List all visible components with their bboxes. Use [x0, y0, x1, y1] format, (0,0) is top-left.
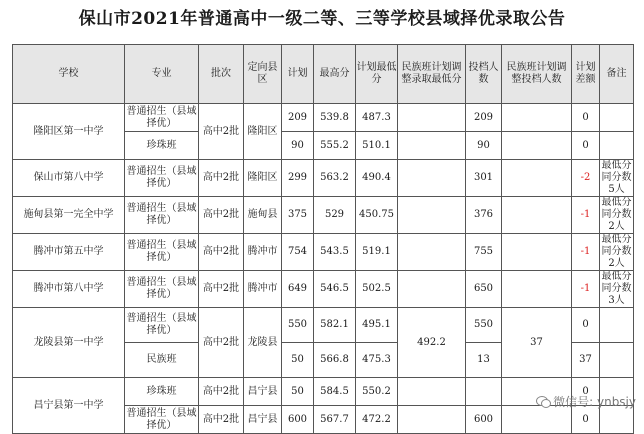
- header-batch: 批次: [199, 45, 244, 104]
- cell-min: 475.3: [356, 343, 398, 378]
- cell-note: [600, 132, 634, 160]
- header-major: 专业: [125, 45, 199, 104]
- page-title: 保山市2021年普通高中一级二等、三等学校县域择优录取公告: [78, 9, 566, 29]
- cell-min: 450.75: [356, 197, 398, 234]
- cell-plan: 754: [282, 234, 314, 271]
- header-county: 定向县区: [244, 45, 282, 104]
- header-note: 备注: [600, 45, 634, 104]
- cell-max: 563.2: [314, 160, 356, 197]
- cell-max: 566.8: [314, 343, 356, 378]
- cell-ethnic-min: [398, 197, 466, 234]
- cell-plan: 50: [282, 343, 314, 378]
- cell-county: 施甸县: [244, 197, 282, 234]
- cell-min: 502.5: [356, 271, 398, 308]
- cell-ethnic-adj: [502, 104, 572, 132]
- cell-ethnic-adj: [502, 160, 572, 197]
- cell-major: 普通招生（县域择优）: [125, 104, 199, 132]
- cell-min: 550.2: [356, 378, 398, 406]
- header-diff: 计划差额: [572, 45, 600, 104]
- cell-ethnic-adj: [502, 132, 572, 160]
- header-ethnic-min: 民族班计划调整录取最低分: [398, 45, 466, 104]
- table-row: [13, 308, 634, 343]
- cell-min: 472.2: [356, 406, 398, 434]
- cell-county: 隆阳区: [244, 160, 282, 197]
- header-applicants: 投档人数: [466, 45, 502, 104]
- cell-major: 普通招生（县域择优）: [125, 197, 199, 234]
- cell-ethnic-adj: [502, 197, 572, 234]
- cell-school: 龙陵县第一中学: [13, 308, 125, 378]
- cell-ethnic-min: 492.2: [398, 308, 466, 378]
- header-row: [13, 45, 634, 104]
- cell-major: 民族班: [125, 343, 199, 378]
- table-row: [13, 160, 634, 197]
- cell-applicants: 13: [466, 343, 502, 378]
- cell-school: 腾冲市第五中学: [13, 234, 125, 271]
- cell-ethnic-min: [398, 271, 466, 308]
- cell-note: 最低分同分数2人: [601, 234, 632, 269]
- cell-county: 龙陵县: [244, 308, 282, 378]
- cell-note: [600, 343, 634, 378]
- cell-diff: 0: [572, 378, 600, 406]
- table-row: [13, 197, 634, 234]
- cell-county: 昌宁县: [244, 406, 282, 434]
- table-row: [13, 234, 634, 271]
- header-min: 计划最低分: [356, 45, 398, 104]
- cell-diff: 0: [572, 308, 600, 343]
- cell-min: 519.1: [356, 234, 398, 271]
- header-plan: 计划: [282, 45, 314, 104]
- wechat-icon: [536, 396, 550, 407]
- cell-diff: -1: [572, 234, 600, 271]
- cell-plan: 299: [282, 160, 314, 197]
- cell-diff: -2: [572, 160, 600, 197]
- cell-diff: 37: [572, 343, 600, 378]
- cell-major: 普通招生（县域择优）: [125, 308, 199, 343]
- header-school: 学校: [13, 45, 125, 104]
- table-row: [13, 271, 634, 308]
- admission-table: [12, 44, 634, 434]
- cell-plan: 50: [282, 378, 314, 406]
- cell-max: 584.5: [314, 378, 356, 406]
- cell-note: [600, 104, 634, 132]
- cell-plan: 209: [282, 104, 314, 132]
- cell-note: 最低分同分数2人: [601, 197, 632, 232]
- cell-major: 珍珠班: [125, 378, 199, 406]
- cell-diff: 0: [572, 406, 600, 434]
- cell-batch: 高中2批: [199, 308, 244, 378]
- cell-batch: 高中2批: [199, 378, 244, 406]
- cell-school: 昌宁县第一中学: [13, 378, 125, 434]
- cell-batch: 高中2批: [199, 406, 244, 434]
- cell-plan: 550: [282, 308, 314, 343]
- cell-diff: 0: [572, 132, 600, 160]
- cell-major: 普通招生（县域择优）: [125, 406, 199, 434]
- cell-max: 546.5: [314, 271, 356, 308]
- cell-ethnic-adj: [502, 234, 572, 271]
- cell-plan: 600: [282, 406, 314, 434]
- cell-applicants: 209: [466, 104, 502, 132]
- cell-school: 施甸县第一完全中学: [13, 197, 125, 234]
- table-row: [13, 104, 634, 132]
- cell-ethnic-min: [398, 104, 466, 132]
- cell-applicants: 755: [466, 234, 502, 271]
- cell-diff: 0: [572, 104, 600, 132]
- cell-max: 582.1: [314, 308, 356, 343]
- cell-county: 腾冲市: [244, 271, 282, 308]
- cell-batch: 高中2批: [199, 160, 244, 197]
- cell-applicants: 600: [466, 406, 502, 434]
- cell-applicants: 550: [466, 308, 502, 343]
- cell-county: 昌宁县: [244, 378, 282, 406]
- cell-ethnic-min: [398, 406, 466, 434]
- cell-diff: -1: [572, 271, 600, 308]
- cell-batch: 高中2批: [199, 197, 244, 234]
- cell-applicants: [466, 378, 502, 406]
- cell-major: 珍珠班: [125, 132, 199, 160]
- cell-ethnic-min: [398, 378, 466, 406]
- cell-diff: -1: [572, 197, 600, 234]
- cell-ethnic-adj: [502, 271, 572, 308]
- header-max: 最高分: [314, 45, 356, 104]
- cell-plan: 649: [282, 271, 314, 308]
- cell-ethnic-min: [398, 132, 466, 160]
- cell-ethnic-min: [398, 160, 466, 197]
- cell-batch: 高中2批: [199, 271, 244, 308]
- cell-ethnic-min: [398, 234, 466, 271]
- watermark: [536, 393, 636, 410]
- watermark-text: 微信号: ynbsjy: [553, 395, 636, 409]
- cell-min: 510.1: [356, 132, 398, 160]
- cell-max: 529: [314, 197, 356, 234]
- cell-major: 普通招生（县域择优）: [125, 234, 199, 271]
- cell-batch: 高中2批: [199, 234, 244, 271]
- cell-applicants: 650: [466, 271, 502, 308]
- cell-applicants: 301: [466, 160, 502, 197]
- header-ethnic-adj: 民族班计划调整投档人数: [502, 45, 572, 104]
- cell-school: 保山市第八中学: [13, 160, 125, 197]
- cell-applicants: 90: [466, 132, 502, 160]
- cell-school: 腾冲市第八中学: [13, 271, 125, 308]
- cell-note: 最低分同分数3人: [601, 271, 632, 306]
- cell-county: 隆阳区: [244, 104, 282, 160]
- cell-major: 普通招生（县域择优）: [125, 271, 199, 308]
- cell-batch: 高中2批: [199, 104, 244, 160]
- cell-max: 543.5: [314, 234, 356, 271]
- cell-min: 495.1: [356, 308, 398, 343]
- cell-max: 555.2: [314, 132, 356, 160]
- cell-applicants: 376: [466, 197, 502, 234]
- cell-school: 隆阳区第一中学: [13, 104, 125, 160]
- cell-note: 最低分同分数5人: [601, 160, 632, 195]
- cell-min: 487.3: [356, 104, 398, 132]
- cell-plan: 375: [282, 197, 314, 234]
- cell-ethnic-adj: 37: [502, 308, 572, 378]
- cell-note: [600, 308, 634, 343]
- cell-max: 567.7: [314, 406, 356, 434]
- cell-max: 539.8: [314, 104, 356, 132]
- cell-min: 490.4: [356, 160, 398, 197]
- cell-county: 腾冲市: [244, 234, 282, 271]
- cell-plan: 90: [282, 132, 314, 160]
- cell-major: 普通招生（县域择优）: [125, 160, 199, 197]
